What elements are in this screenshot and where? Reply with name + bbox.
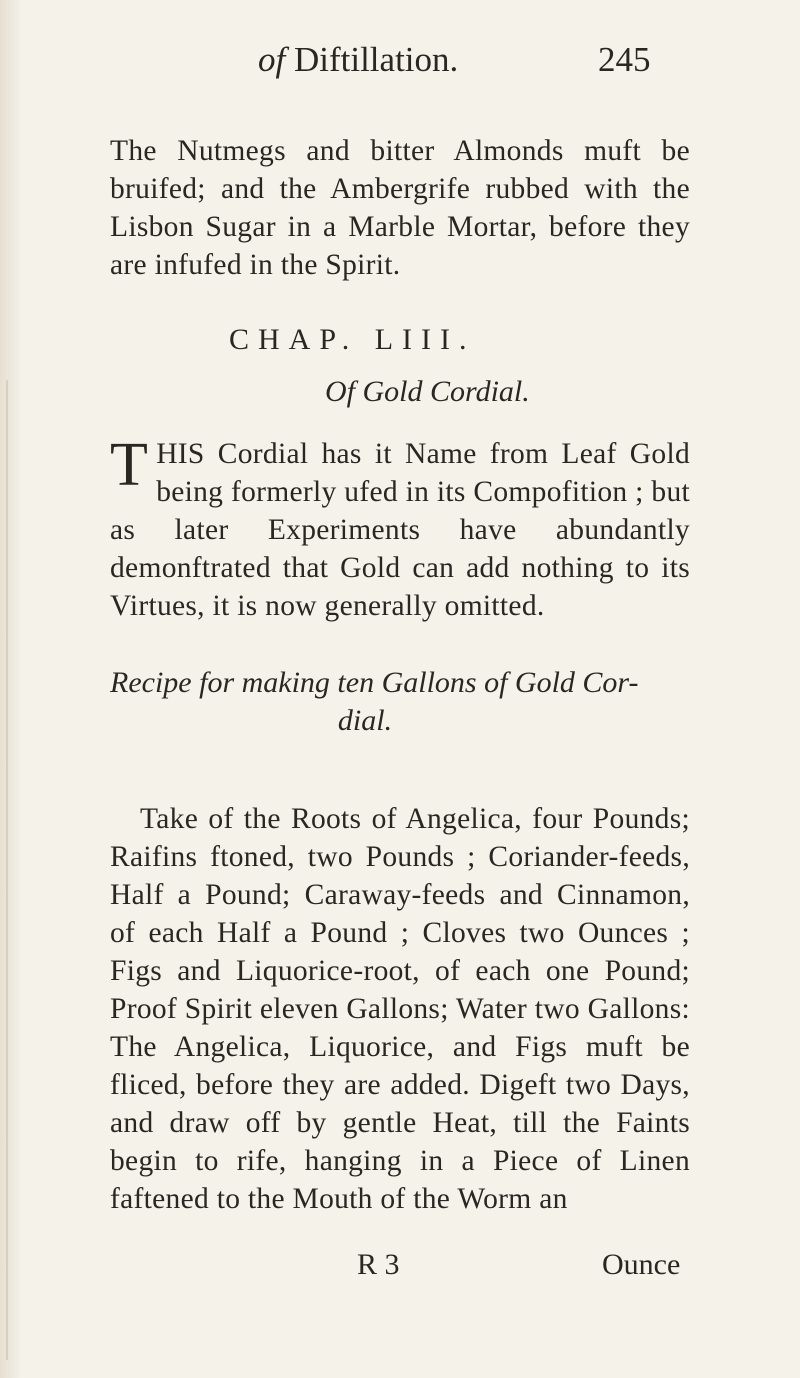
recipe-title (110, 664, 690, 740)
page-edge-shadow (0, 0, 22, 1378)
paragraph-recipe: Take of the Roots of Angelica, four Pounds; Raifins ftoned, two Pounds ; Coriander-feeds, Half a Pound; Caraway-feeds and Cinnamon, of each Half a Pound ; Cloves two Ounces ; Figs and Liquorice-root, of each one Pound; Proof Spirit eleven Gallons; Water two Gallons: The Angelica, Liquorice, and Figs muft be fliced, before they are added. Digeft two Days, and draw off by gentle Heat, till the Faints begin to rife, hanging in a Piece of Linen faftened to the Mouth of the Worm an (110, 803, 690, 1215)
chapter-subtitle-text: Of Gold Cordial. (325, 375, 530, 408)
recipe-title-line2: dial. (337, 704, 393, 737)
paragraph-gold-cordial (110, 431, 690, 625)
signature-mark: R 3 (357, 1248, 400, 1281)
recipe-title-line1: Recipe for making ten Gallons of Gold Cor- (110, 666, 639, 699)
paragraph-intro: The Nutmegs and bitter Almonds muft be bruifed; and the Ambergrife rubbed with the Lisbon Sugar in a Marble Mortar, before they are infufed in the Spirit. (110, 135, 690, 281)
page-edge-line (6, 380, 8, 1360)
paragraph-gold-cordial-text: HIS Cordial has it Name from Leaf Gold being formerly ufed in its Compofition ; but as later Experiments have abundantly demonftrated that Gold can add nothing to its Virtues, it is now generally omitted. (110, 438, 690, 622)
page-number: 245 (598, 40, 651, 79)
chapter-heading-text: CHAP. LIII. (229, 323, 476, 356)
drop-cap: T (110, 431, 149, 499)
running-head-prefix: of (258, 40, 286, 79)
catchword: Ounce (602, 1248, 681, 1281)
running-head-text: Diftillation. (285, 40, 459, 79)
running-head-title (258, 38, 458, 82)
